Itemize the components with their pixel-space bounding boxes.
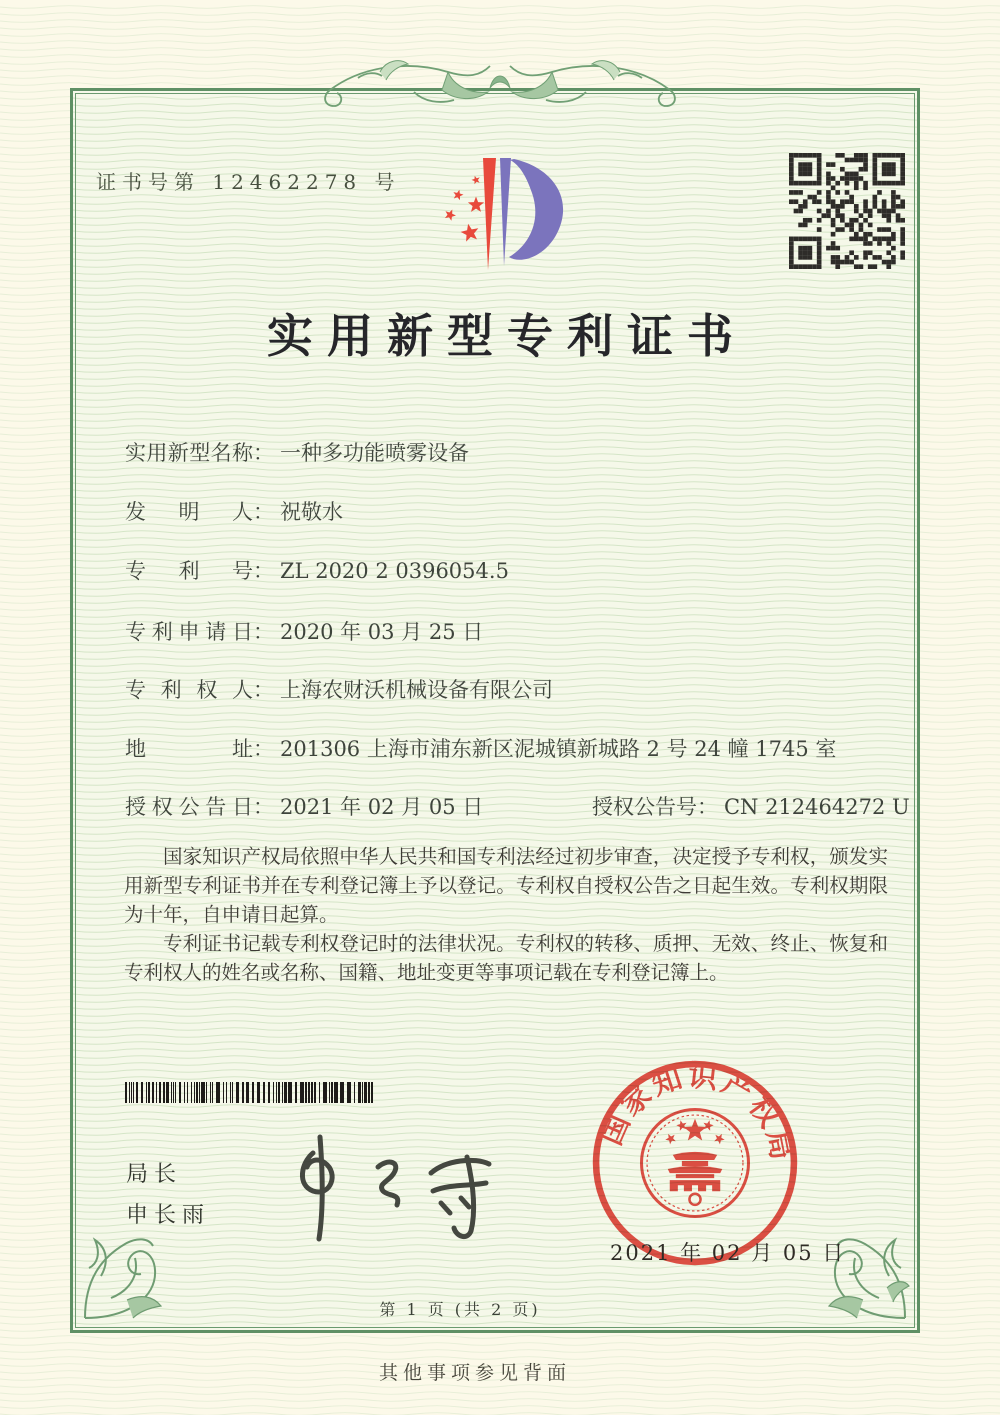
page-number: 第 1 页 (共 2 页): [379, 1300, 541, 1319]
field-value-patentee: 上海农财沃机械设备有限公司: [280, 678, 553, 702]
qr-code: [789, 153, 905, 269]
field-row-patent-number: [125, 555, 509, 585]
field-label-patentee: 专利权人: [125, 678, 253, 702]
cnipa-logo: [424, 146, 596, 294]
director-title: 局长: [126, 1162, 183, 1187]
barcode: [125, 1082, 378, 1103]
field-label-filing-date: 专利申请日: [125, 620, 253, 644]
certificate-title: 实用新型专利证书: [267, 309, 747, 363]
seal-agency-text: 国家知识产权局: [593, 1058, 800, 1166]
field-value-grant-date: 2021 年 02 月 05 日: [280, 795, 484, 819]
field-label-address: 地址: [125, 737, 253, 761]
field-grant-number: [592, 791, 910, 821]
field-separator: ：: [253, 795, 274, 819]
field-row-address: [125, 733, 836, 763]
field-value-patent-number: ZL 2020 2 0396054.5: [280, 559, 509, 583]
field-value-grant-number: CN 212464272 U: [723, 795, 910, 819]
logo-p-bowl: [509, 159, 563, 260]
field-separator: ：: [253, 620, 274, 644]
legal-text: [124, 842, 888, 987]
field-separator: ：: [253, 441, 274, 465]
field-separator: ：: [253, 559, 274, 583]
logo-stars-icon: [445, 176, 484, 242]
field-row-grant: [125, 791, 910, 821]
logo-purple-wedge: [500, 158, 511, 266]
field-label-patent-number: 专利号: [125, 559, 253, 583]
field-row-patentee: [125, 674, 553, 704]
svg-text:国家知识产权局: [594, 1058, 800, 1165]
field-label-grant-number: 授权公告号: [591, 795, 697, 819]
field-value-name: 一种多功能喷雾设备: [280, 441, 469, 465]
field-separator: ：: [253, 678, 274, 702]
certificate-number: 证书号第 12462278 号: [96, 170, 401, 194]
field-separator: ：: [696, 795, 718, 819]
field-label-grant-date: 授权公告日: [125, 795, 253, 819]
director-signature: [283, 1133, 501, 1245]
top-ornament: [322, 48, 678, 128]
field-row-filing-date: [125, 616, 483, 646]
field-label-name: 实用新型名称: [125, 441, 253, 465]
field-label-inventor: 发明人: [125, 500, 253, 524]
back-note: 其他事项参见背面: [378, 1362, 571, 1384]
field-value-inventor: 祝敬水: [280, 500, 343, 524]
field-row-inventor: [125, 496, 343, 526]
national-emblem-icon: [641, 1109, 748, 1216]
director-name: 申长雨: [126, 1203, 211, 1228]
logo-red-wedge: [483, 158, 496, 270]
field-separator: ：: [253, 737, 274, 761]
field-row-name: [125, 437, 469, 467]
field-value-filing-date: 2020 年 03 月 25 日: [280, 620, 484, 644]
legal-paragraph-2: 专利证书记载专利权登记时的法律状况。专利权的转移、质押、无效、终止、恢复和专利权人的姓名或名称、国籍、地址变更等事项记载在专利登记簿上。: [124, 932, 888, 984]
legal-paragraph-1: 国家知识产权局依照中华人民共和国专利法经过初步审查，决定授予专利权，颁发实用新型专利证书并在专利登记簿上予以登记。专利权自授权公告之日起生效。专利权期限为十年，自申请日起算。: [124, 845, 888, 926]
field-value-address: 201306 上海市浦东新区泥城镇新城路 2 号 24 幢 1745 室: [280, 737, 837, 761]
seal-date: 2021 年 02 月 05 日: [610, 1241, 846, 1265]
field-separator: ：: [253, 500, 274, 524]
